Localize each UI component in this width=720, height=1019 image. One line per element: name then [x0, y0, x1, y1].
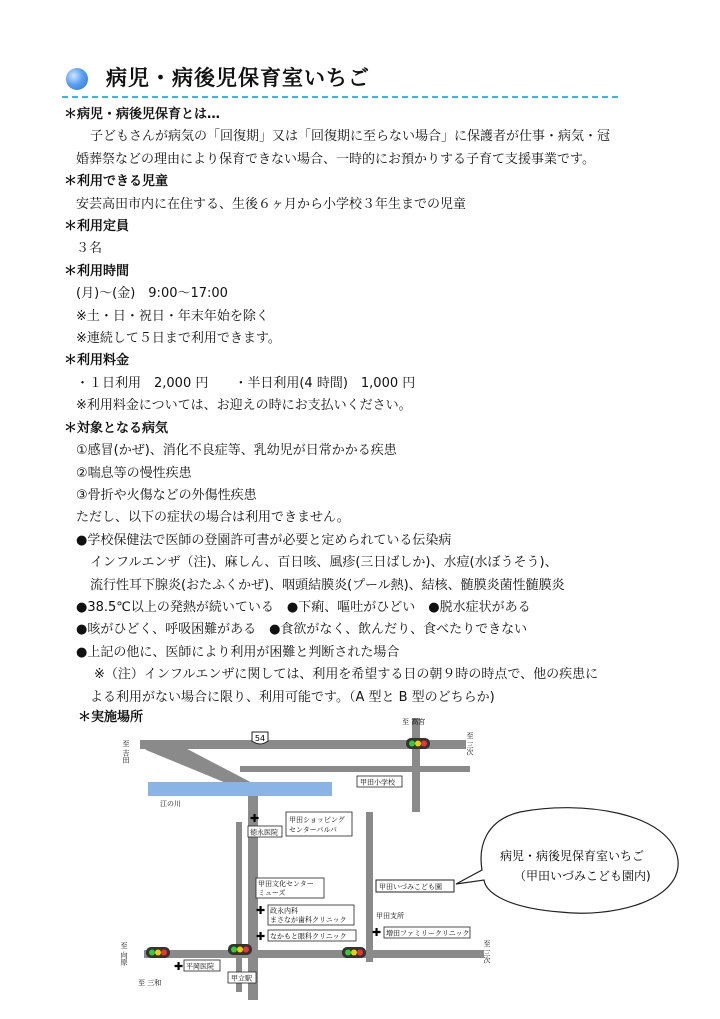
section-line: ※連続して５日まで利用できます。 — [76, 331, 281, 347]
section-heading: ＊利用できる児童 — [64, 174, 169, 190]
traffic-light-bottom-left — [146, 947, 170, 958]
callout-bubble — [456, 808, 678, 914]
box-culture — [256, 878, 324, 898]
route-number: 54 — [254, 734, 266, 743]
section-line: ・１日利用 2,000 円 ・半日利用(4 時間) 1,000 円 — [76, 375, 416, 391]
section-line: ①感冒(かぜ)、消化不良症等、乳幼児が日常かかる疾患 — [76, 443, 397, 459]
traffic-light-bottom-right — [342, 947, 366, 958]
box-family — [384, 927, 470, 938]
river-shape — [148, 782, 332, 796]
road-second — [240, 766, 470, 772]
section-line: よる利用がない場合に限り、利用可能です。（A 型と B 型のどちらか) — [90, 689, 495, 705]
box-tokunaga — [248, 826, 282, 837]
road-bottom — [144, 950, 484, 958]
section-line: 安芸高田市内に在住する、生後６ヶ月から小学校３年生までの児童 — [76, 196, 467, 212]
section-line: 婚葬祭などの理由により保育できない場合、一時的にお預かりする子育て支援事業です。 — [76, 151, 595, 167]
section-heading: ＊病児・病後児保育とは… — [64, 107, 221, 122]
culture-line1: 甲田文化センター — [258, 880, 314, 888]
masunaga-line1: 政永内科 — [270, 907, 298, 915]
svg-text:平岡医院: 平岡医院 — [186, 962, 214, 971]
box-station — [228, 972, 256, 983]
box-shopping — [286, 812, 352, 836]
section-line: ●上記の他に、医師により利用が困難と判断された場合 — [76, 644, 400, 660]
section-line: ３名 — [76, 241, 103, 257]
road-to-takamiya — [412, 718, 420, 812]
section-line: ●学校保健法で医師の登園許可書が必要と定められている伝染病 — [76, 532, 452, 548]
svg-text:なかもと眼科クリニック: なかもと眼科クリニック — [270, 932, 347, 941]
route-54-sign — [252, 732, 268, 744]
svg-text:甲立駅: 甲立駅 — [231, 974, 252, 983]
svg-text:徳永医院: 徳永医院 — [250, 828, 278, 837]
label-to-mukaihara: 至 向原 — [120, 942, 128, 966]
box-hirata — [184, 960, 220, 971]
section-heading: ＊対象となる病気 — [64, 420, 169, 436]
label-to-sanji-bottom: 至 三次 — [483, 940, 491, 964]
section-line: ※（注）インフルエンザに関しては、利用を希望する日の朝９時の時点で、他の疾患に — [94, 667, 599, 683]
road-vertical-left — [236, 822, 242, 992]
svg-text:甲田いづみこども園: 甲田いづみこども園 — [379, 883, 442, 891]
label-to-takamiya: 至 高宮 — [402, 718, 426, 726]
clinic-cross-icon: ✚ — [256, 930, 266, 943]
svg-text:増田ファミリークリニック: 増田ファミリークリニック — [386, 929, 470, 938]
section-line: ただし、以下の症状の場合は利用できません。 — [76, 510, 350, 526]
svg-text:甲田小学校: 甲田小学校 — [360, 778, 395, 787]
section-heading: ＊利用料金 — [64, 353, 130, 369]
clinic-cross-icon: ✚ — [250, 812, 260, 825]
culture-line2: ミューズ — [258, 889, 286, 897]
shopping-line1: 甲田ショッピング — [289, 816, 345, 824]
section-line: (月)～(金) 9:00～17:00 — [76, 286, 228, 302]
section-heading: ＊利用時間 — [64, 263, 130, 279]
label-to-yoshida: 至 吉田 — [122, 740, 130, 764]
road-vertical-right — [366, 812, 373, 962]
label-branch: 甲田支所 — [376, 912, 404, 920]
section-line: ※利用料金については、お迎えの時にお支払いください。 — [76, 398, 412, 414]
section-line: ●咳がひどく、呼吸困難がある ●食欲がなく、飲んだり、食べたりできない — [76, 622, 528, 638]
section-line: 子どもさんが病気の「回復期」又は「回復期に至らない場合」に保護者が仕事・病気・冠 — [90, 129, 611, 145]
clinic-cross-icon: ✚ — [372, 926, 382, 939]
traffic-light-bottom-mid — [228, 944, 252, 955]
callout-line1: 病児・病後児保育室いちご — [500, 849, 645, 863]
callout-line2: （甲田いづみこども園内) — [514, 869, 651, 883]
label-to-sanji-top: 至 三次 — [466, 732, 474, 756]
traffic-light-top — [406, 738, 430, 749]
section-line: ※土・日・祝日・年末年始を除く — [76, 308, 269, 324]
section-line: ●38.5℃以上の発熱が続いている ●下痢、嘔吐がひどい ●脱水症状がある — [76, 599, 531, 615]
shopping-line2: センターパルパ — [289, 826, 337, 834]
label-river: 江の川 — [160, 800, 181, 808]
map-heading: ＊実施場所 — [78, 710, 144, 725]
clinic-cross-icon: ✚ — [256, 904, 266, 917]
section-line: ②喘息等の慢性疾患 — [76, 465, 192, 481]
section-line: インフルエンザ（注)、麻しん、百日咳、風疹(三日ばしか)、水痘(水ぼうそう)、 — [90, 555, 558, 571]
clinic-cross-icon: ✚ — [174, 960, 184, 973]
label-to-sanwa: 至 三和 — [138, 979, 162, 987]
section-line: ③骨折や火傷などの外傷性疾患 — [76, 487, 257, 503]
box-nakamoto — [268, 930, 356, 941]
masunaga-line2: まさなが歯科クリニック — [270, 916, 347, 924]
roads — [140, 718, 484, 1000]
box-masunaga — [268, 905, 354, 925]
box-school — [357, 776, 402, 787]
box-kodomoen — [376, 880, 454, 892]
section-line: 流行性耳下腺炎(おたふくかぜ)、咽頭結膜炎(プール熱)、結核、髄膜炎菌性髄膜炎 — [90, 577, 565, 593]
page-title: 病児・病後児保育室いちご — [106, 66, 370, 90]
section-heading: ＊利用定員 — [64, 219, 130, 235]
